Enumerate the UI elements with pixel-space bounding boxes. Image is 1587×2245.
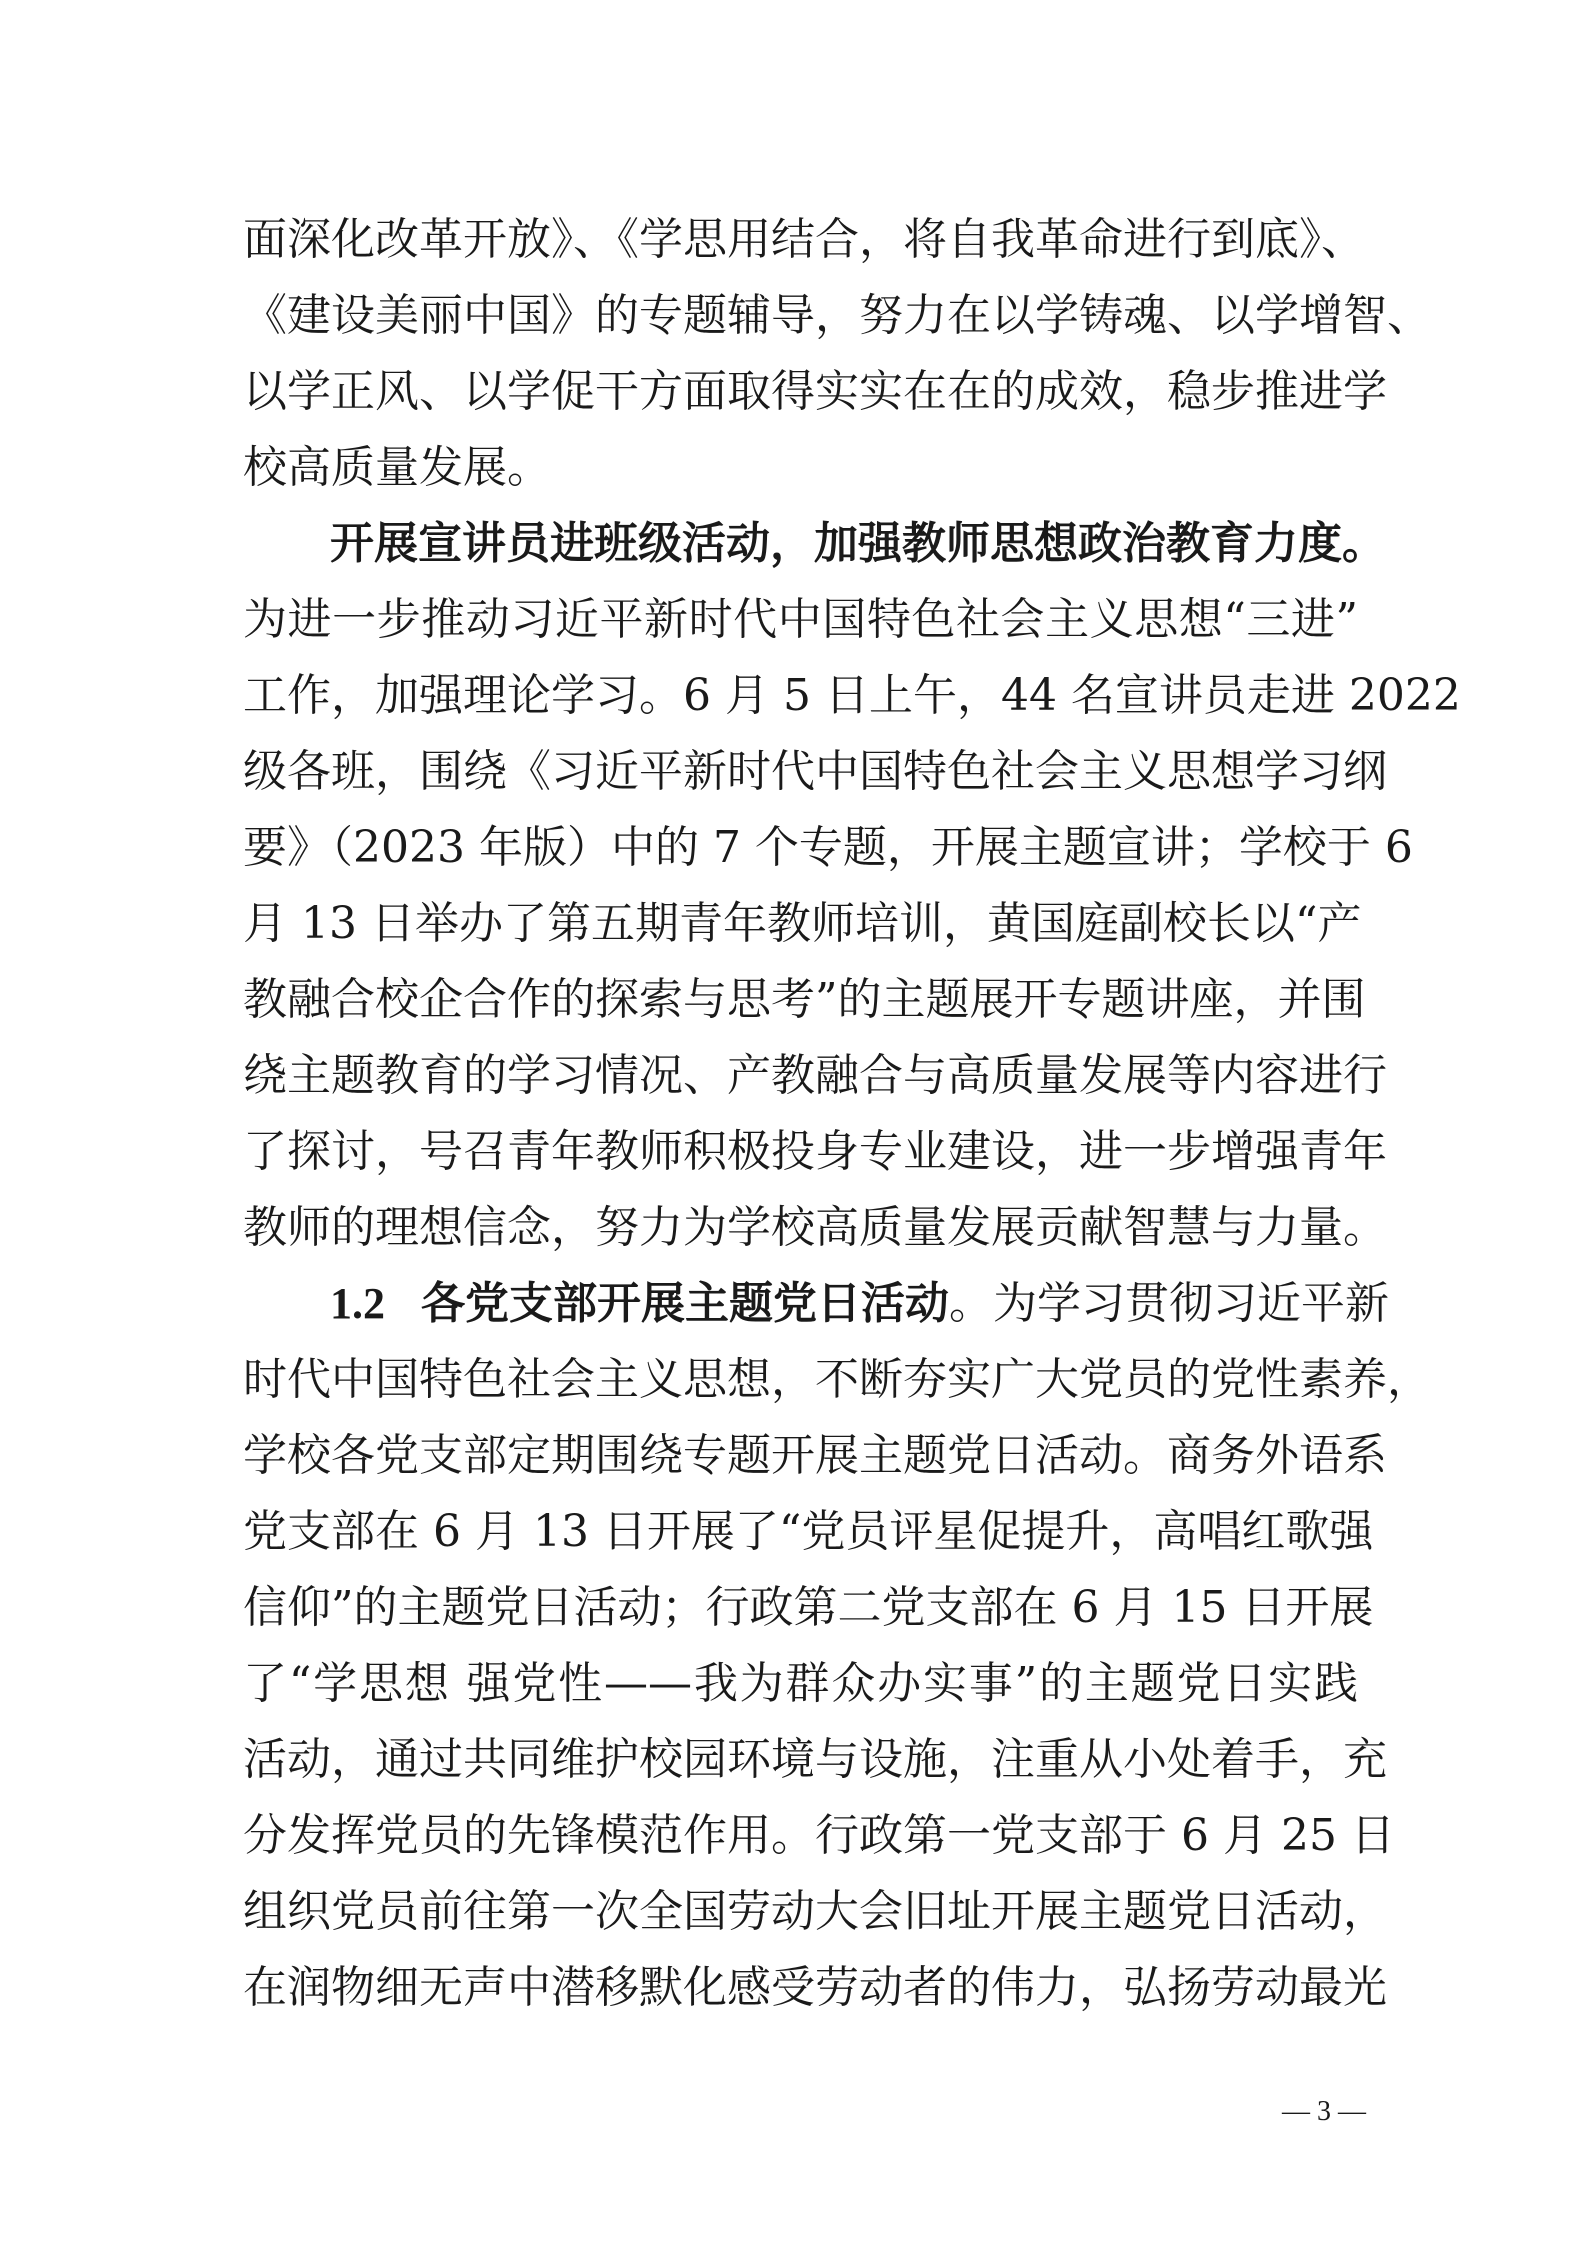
paragraph-2-line-5: 月 13 日举办了第五期青年教师培训，黄国庭副校长以“产 [243, 898, 1362, 949]
paragraph-1-line-1: 面深化改革开放》、《学思用结合，将自我革命进行到底》、 [243, 214, 1365, 265]
paragraph-3-line-4: 信仰”的主题党日活动；行政第二党支部在 6 月 15 日开展 [243, 1582, 1374, 1633]
paragraph-1-line-2: 《建设美丽中国》的专题辅导，努力在以学铸魂、以学增智、 [243, 290, 1431, 341]
paragraph-3-line-9: 在润物细无声中潜移默化感受劳动者的伟力，弘扬劳动最光 [243, 1962, 1387, 2013]
paragraph-3-heading-line [330, 1266, 1389, 1342]
paragraph-2-line-8: 了探讨，号召青年教师积极投身专业建设，进一步增强青年 [243, 1126, 1387, 1177]
paragraph-2-heading: 开展宣讲员进班级活动，加强教师思想政治教育力度。 [330, 518, 1386, 569]
paragraph-2-line-6: 教融合校企合作的探索与思考”的主题展开专题讲座，并围 [243, 974, 1366, 1025]
paragraph-3-line-8: 组织党员前往第一次全国劳动大会旧址开展主题党日活动， [243, 1886, 1387, 1937]
paragraph-3-line-5: 了“学思想 强党性——我为群众办实事”的主题党日实践 [243, 1658, 1358, 1709]
paragraph-3-line-1: 时代中国特色社会主义思想，不断夯实广大党员的党性素养， [243, 1354, 1431, 1405]
section-heading: 各党支部开展主题党日活动 [421, 1278, 949, 1329]
paragraph-2-line-7: 绕主题教育的学习情况、产教融合与高质量发展等内容进行 [243, 1050, 1387, 1101]
paragraph-2-line-1: 为进一步推动习近平新时代中国特色社会主义思想“三进” [243, 594, 1358, 645]
paragraph-3-line-6: 活动，通过共同维护校园环境与设施，注重从小处着手，充 [243, 1734, 1387, 1785]
paragraph-3-line-3: 党支部在 6 月 13 日开展了“党员评星促提升，高唱红歌强 [243, 1506, 1374, 1557]
paragraph-3-line-0-rest: 。为学习贯彻习近平新 [949, 1278, 1389, 1329]
paragraph-1-line-3: 以学正风、以学促干方面取得实实在在的成效，稳步推进学 [243, 366, 1387, 417]
paragraph-2-line-2: 工作，加强理论学习。6 月 5 日上午，44 名宣讲员走进 2022 [243, 670, 1461, 721]
page-number: — 3 — [1282, 2096, 1366, 2127]
paragraph-2-line-3: 级各班，围绕《习近平新时代中国特色社会主义思想学习纲 [243, 746, 1387, 797]
paragraph-2-line-9: 教师的理想信念，努力为学校高质量发展贡献智慧与力量。 [243, 1202, 1387, 1253]
paragraph-2-line-4: 要》（2023 年版）中的 7 个专题，开展主题宣讲；学校于 6 [243, 822, 1413, 873]
paragraph-3-line-2: 学校各党支部定期围绕专题开展主题党日活动。商务外语系 [243, 1430, 1387, 1481]
paragraph-3-line-7: 分发挥党员的先锋模范作用。行政第一党支部于 6 月 25 日 [243, 1810, 1395, 1861]
section-number: 1.2 [330, 1279, 385, 1328]
paragraph-1-line-4: 校高质量发展。 [243, 442, 551, 493]
